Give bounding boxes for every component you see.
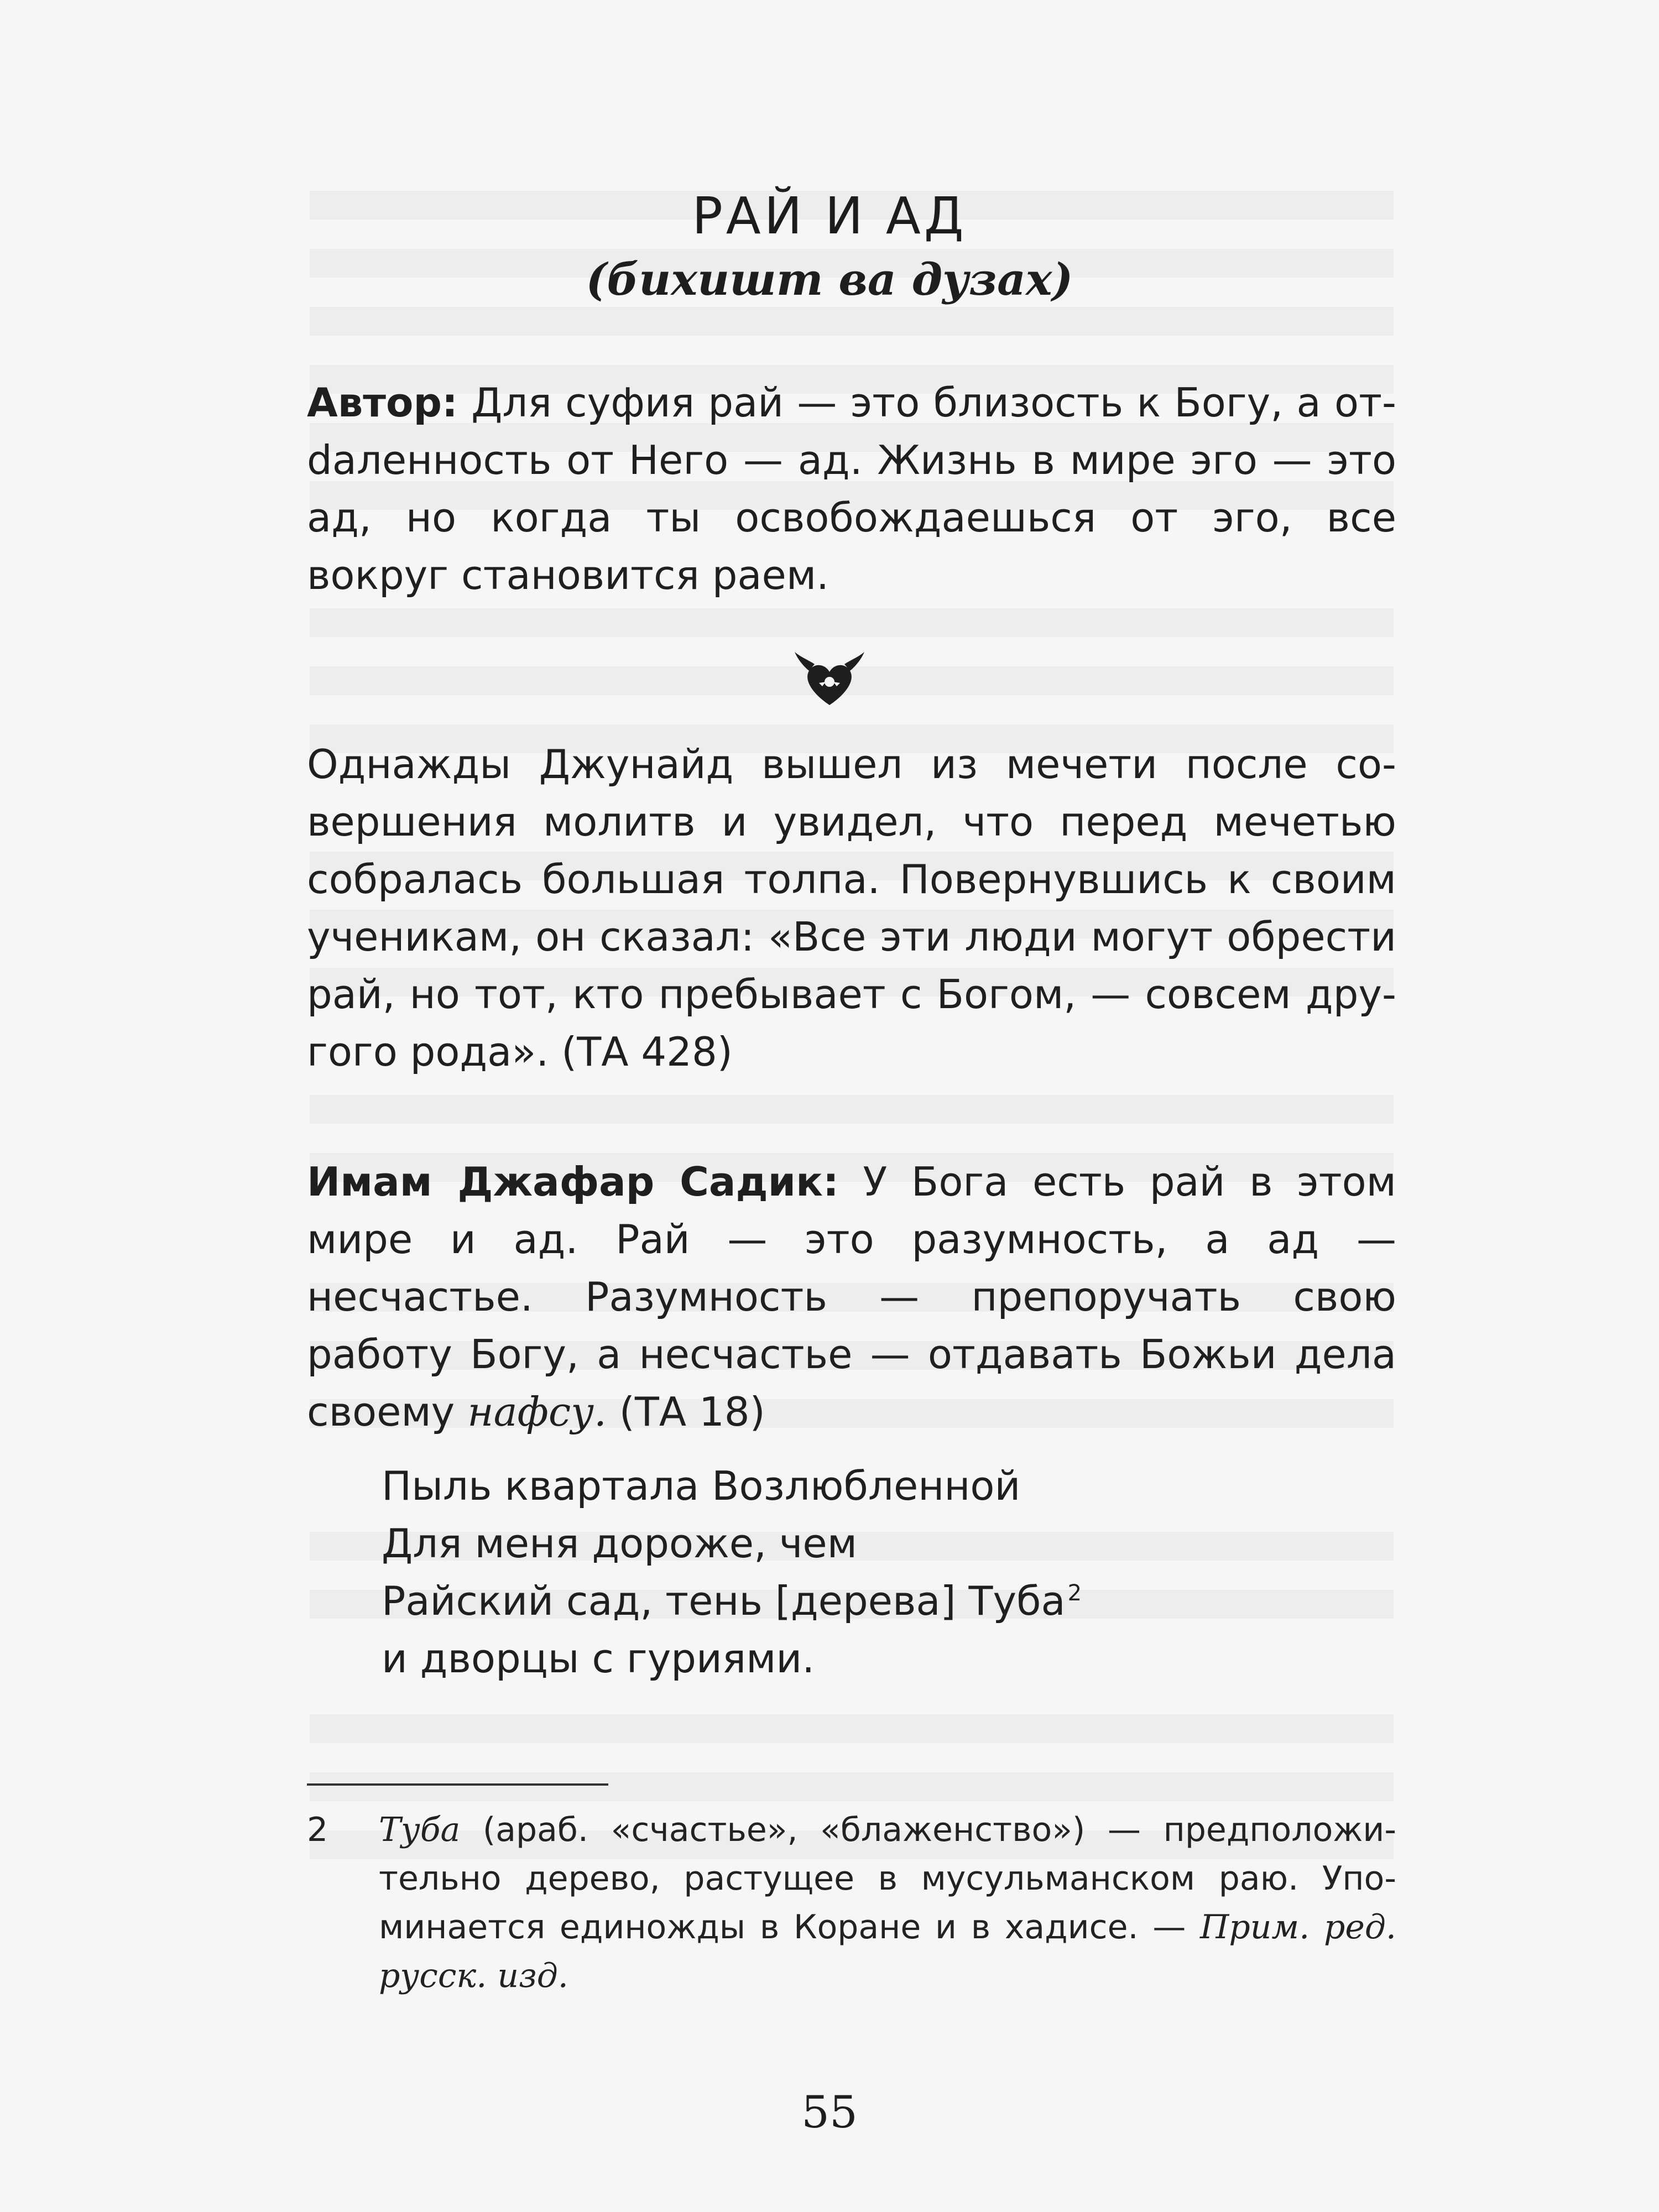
author-paragraph xyxy=(307,374,1396,604)
chapter-subtitle: (бихишт ва дузах) xyxy=(586,253,1073,305)
footnote-number: 2 xyxy=(307,1811,328,1849)
speaker-label: Автор: xyxy=(307,379,458,426)
footnote-text: (араб. «счастье», «блаженство») — предположительно дерево, растущее в мусульманском раю. Упоминается единожды в Коране и в хадисе. — xyxy=(379,1811,1396,1947)
footnote-divider xyxy=(307,1783,608,1786)
page-number: 55 xyxy=(801,2086,858,2138)
italic-term: нафсу. xyxy=(467,1389,607,1435)
footnote-reference[interactable]: 2 xyxy=(1067,1580,1082,1606)
footnote xyxy=(307,1806,1396,2000)
winged-heart-ornament-icon xyxy=(794,650,865,711)
citation: (ТА 18) xyxy=(606,1389,765,1435)
verse-line: и дворцы с гуриями. xyxy=(382,1635,815,1682)
verse-line: Райский сад, тень [дерева] Туба $^2$ xyxy=(382,1578,1082,1624)
paragraph-text: У Бога есть рай в этом мире и ад. Рай — это разумность, а ад — несчастье. Разумность — препоручать свою работу Богу, а несчастье — отдавать Божьи дела своему xyxy=(307,1159,1396,1435)
speaker-label: Имам Джафар Садик: xyxy=(307,1159,839,1205)
verse-line: Пыль квартала Возлюбленной xyxy=(382,1463,1021,1509)
junaid-paragraph: Однажды Джунайд вышел из мечети после совершения молитв и увидел, что перед мечетью собралась большая толпа. Повернувшись к своим ученикам, он сказал: «Все эти люди могут обрести рай, но тот, кто пребывает с Богом, — совсем другого рода». (ТА 428) xyxy=(307,741,1396,1075)
chapter-title: РАЙ И АД xyxy=(692,186,967,246)
paragraph-text: Для суфия рай — это близость к Богу, а отdаленность от Него — ад. Жизнь в мире эго — это ад, но когда ты освобождаешься от эго, все вокруг становится раем. xyxy=(307,379,1396,598)
verse-line: Для меня дороже, чем xyxy=(382,1520,858,1567)
imam-paragraph xyxy=(307,1153,1396,1441)
footnote-term: Туба xyxy=(379,1811,461,1849)
editor-note: Прим. ред. русск. изд. xyxy=(379,1908,1396,1995)
verse-block xyxy=(382,1457,1377,1687)
